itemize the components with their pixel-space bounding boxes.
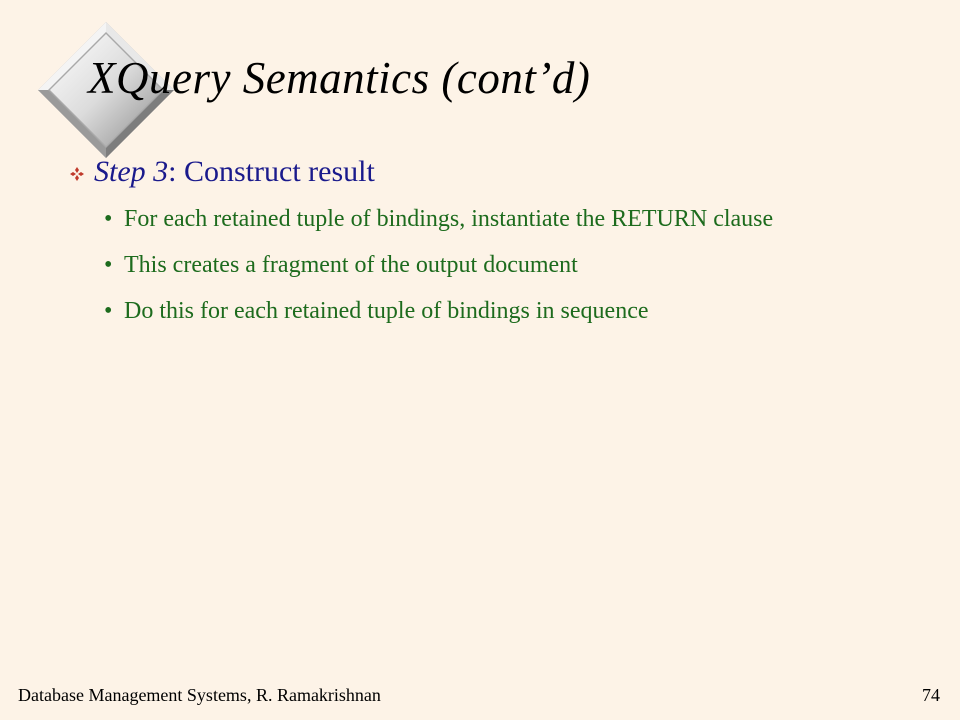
bullet-point-text (94, 150, 920, 194)
sub-bullet-item (60, 202, 920, 236)
dot-bullet-icon: • (104, 298, 113, 324)
slide-content (60, 150, 920, 340)
bullet-point-step-3 (60, 150, 920, 194)
slide-title: XQuery Semantics (cont’d) (88, 53, 591, 103)
sub-bullet-list (60, 202, 920, 328)
dot-bullet-icon: • (104, 206, 113, 232)
step-label: Step 3 (94, 155, 169, 188)
sub-bullet-item (60, 248, 920, 282)
sub-bullet-text: Do this for each retained tuple of bindings in sequence (124, 298, 649, 324)
page-number: 74 (922, 685, 940, 705)
sub-bullet-item (60, 294, 920, 328)
footer-credit: Database Management Systems, R. Ramakrishnan (18, 685, 381, 705)
sub-bullet-text: For each retained tuple of bindings, instantiate the RETURN clause (124, 206, 774, 232)
sub-bullet-text: This creates a fragment of the output document (124, 252, 578, 278)
diamond-cluster-bullet-icon (60, 150, 94, 181)
step-description: : Construct result (168, 155, 375, 188)
dot-bullet-icon: • (104, 252, 113, 278)
